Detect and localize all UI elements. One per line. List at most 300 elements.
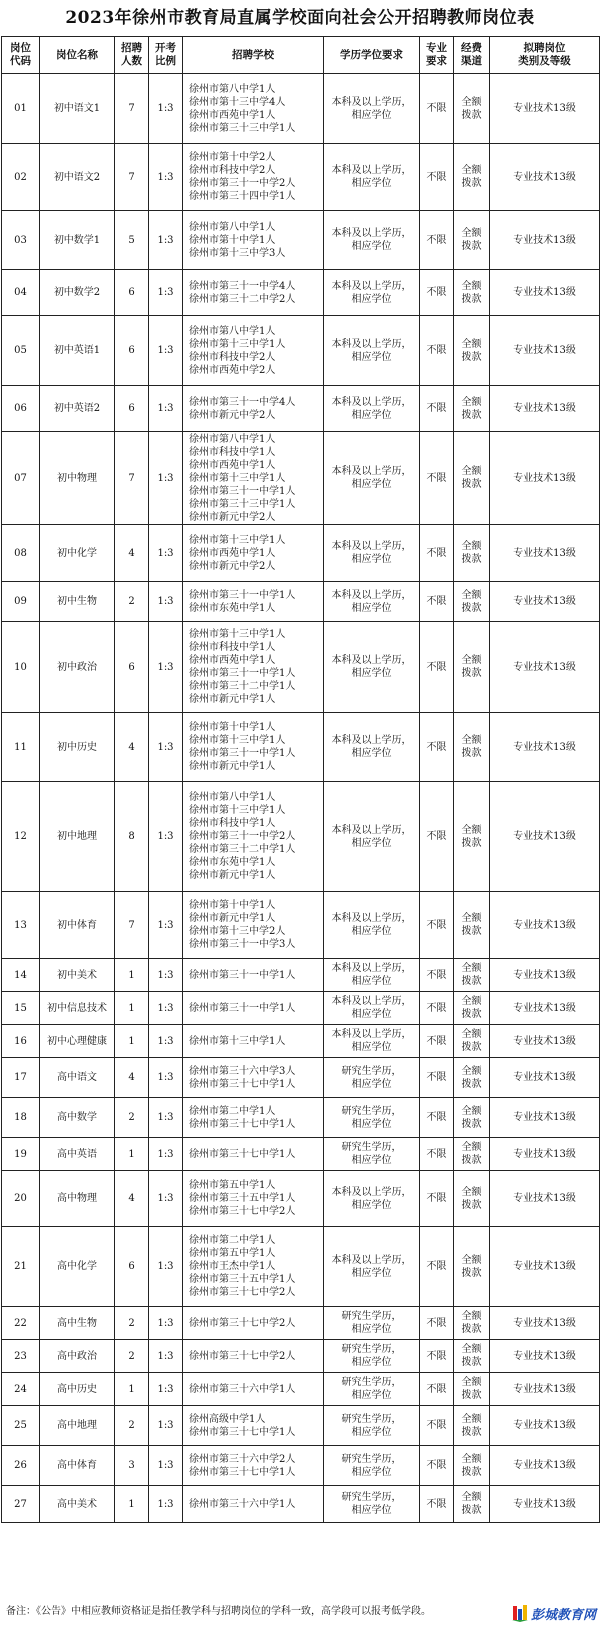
school-entry: 徐州市第三十一中学4人 [189,280,296,292]
cell-ratio: 1:3 [149,1227,183,1307]
school-entry: 徐州市第三十二中学1人 [189,681,296,692]
cell-edu: 研究生学历， 相应学位 [324,1138,420,1171]
cell-edu: 本科及以上学历， 相应学位 [324,144,420,211]
table-row [2,1025,600,1058]
cell-name: 初中数学2 [40,270,115,316]
cell-major: 不限 [420,782,454,892]
cell-fund: 全额 拨款 [454,1058,490,1098]
school-entry: 徐州市第三十六中学1人 [189,1383,296,1395]
cell-level: 专业技术13级 [490,1058,600,1098]
cell-major: 不限 [420,386,454,432]
school-entry: 徐州市第十三中学1人 [189,629,286,640]
school-entry: 徐州市第十三中学1人 [189,534,286,546]
header-fund: 经费 渠道 [454,37,490,74]
table-row [2,1098,600,1138]
cell-fund: 全额 拨款 [454,1446,490,1486]
cell-ratio: 1:3 [149,1058,183,1098]
school-entry: 徐州市第三十七中学2人 [189,1350,296,1362]
cell-major: 不限 [420,959,454,992]
school-entry: 徐州市第二中学1人 [189,1235,276,1246]
cell-level: 专业技术13级 [490,1340,600,1373]
school-entry: 徐州市科技中学1人 [189,446,276,458]
cell-ratio: 1:3 [149,959,183,992]
school-entry: 徐州市科技中学2人 [189,165,276,176]
cell-name: 初中政治 [40,622,115,713]
cell-fund: 全额 拨款 [454,1373,490,1406]
cell-name: 初中物理 [40,432,115,525]
cell-edu: 本科及以上学历， 相应学位 [324,525,420,582]
cell-code: 16 [2,1025,40,1058]
header-code: 岗位 代码 [2,37,40,74]
cell-level: 专业技术13级 [490,959,600,992]
school-entry: 徐州市第三十七中学1人 [189,1078,296,1090]
cell-fund: 全额 拨款 [454,892,490,959]
school-entry: 徐州市西苑中学1人 [189,109,276,121]
cell-level: 专业技术13级 [490,1025,600,1058]
school-entry: 徐州市第三十一中学2人 [189,831,296,842]
cell-name: 高中历史 [40,1373,115,1406]
cell-num: 6 [115,1227,149,1307]
table-row [2,211,600,270]
cell-edu: 研究生学历， 相应学位 [324,1098,420,1138]
cell-major: 不限 [420,144,454,211]
school-entry: 徐州市第八中学1人 [189,325,276,337]
page-title: 2023年徐州市教育局直属学校面向社会公开招聘教师岗位表 [65,8,535,28]
cell-code: 11 [2,713,40,782]
school-entry: 徐州市第五中学1人 [189,1180,276,1191]
cell-major: 不限 [420,892,454,959]
cell-schools [183,1373,324,1406]
cell-code: 24 [2,1373,40,1406]
recruitment-table [1,36,600,1523]
cell-name: 初中英语1 [40,316,115,386]
cell-edu: 研究生学历， 相应学位 [324,1486,420,1523]
cell-major: 不限 [420,211,454,270]
cell-fund: 全额 拨款 [454,432,490,525]
cell-num: 5 [115,211,149,270]
cell-level: 专业技术13级 [490,74,600,144]
cell-name: 初中化学 [40,525,115,582]
header-schools: 招聘学校 [183,37,324,74]
cell-edu: 本科及以上学历， 相应学位 [324,1171,420,1227]
cell-edu: 本科及以上学历， 相应学位 [324,782,420,892]
cell-fund: 全额 拨款 [454,316,490,386]
cell-name: 初中体育 [40,892,115,959]
table-row [2,144,600,211]
cell-schools [183,74,324,144]
cell-level: 专业技术13级 [490,270,600,316]
school-entry: 徐州市第三十三中学1人 [189,122,296,134]
cell-ratio: 1:3 [149,270,183,316]
cell-num: 6 [115,622,149,713]
cell-major: 不限 [420,713,454,782]
cell-code: 08 [2,525,40,582]
cell-code: 03 [2,211,40,270]
cell-fund: 全额 拨款 [454,713,490,782]
school-entry: 徐州市第十三中学1人 [189,805,286,816]
cell-code: 02 [2,144,40,211]
table-row [2,1307,600,1340]
table-row [2,892,600,959]
school-entry: 徐州市第八中学1人 [189,433,276,445]
cell-code: 18 [2,1098,40,1138]
school-entry: 徐州市西苑中学2人 [189,364,276,376]
cell-schools [183,1138,324,1171]
cell-level: 专业技术13级 [490,386,600,432]
table-row [2,316,600,386]
site-logo-text: 彭城教育网 [530,1607,596,1623]
cell-edu: 研究生学历， 相应学位 [324,1406,420,1446]
school-entry: 徐州市新元中学1人 [189,913,276,924]
school-entry: 徐州市第三十七中学1人 [189,1466,296,1478]
cell-schools [183,782,324,892]
school-entry: 徐州市第三十一中学1人 [189,969,296,981]
school-entry: 徐州市新元中学1人 [189,761,276,772]
cell-ratio: 1:3 [149,144,183,211]
cell-num: 2 [115,1340,149,1373]
cell-ratio: 1:3 [149,892,183,959]
school-entry: 徐州市第三十三中学1人 [189,498,296,510]
cell-level: 专业技术13级 [490,1446,600,1486]
cell-fund: 全额 拨款 [454,622,490,713]
cell-schools [183,144,324,211]
cell-major: 不限 [420,74,454,144]
cell-name: 高中地理 [40,1406,115,1446]
school-entry: 徐州市东苑中学1人 [189,857,276,868]
cell-ratio: 1:3 [149,74,183,144]
school-entry: 徐州市第三十二中学1人 [189,844,296,855]
cell-name: 高中英语 [40,1138,115,1171]
cell-name: 初中地理 [40,782,115,892]
school-entry: 徐州市第三十一中学1人 [189,668,296,679]
cell-num: 7 [115,144,149,211]
cell-fund: 全额 拨款 [454,1138,490,1171]
cell-fund: 全额 拨款 [454,386,490,432]
cell-level: 专业技术13级 [490,432,600,525]
cell-edu: 本科及以上学历， 相应学位 [324,386,420,432]
cell-ratio: 1:3 [149,1171,183,1227]
cell-ratio: 1:3 [149,316,183,386]
cell-num: 3 [115,1446,149,1486]
cell-ratio: 1:3 [149,992,183,1025]
cell-major: 不限 [420,525,454,582]
table-row [2,959,600,992]
school-entry: 徐州市第三十七中学2人 [189,1206,296,1217]
table-row [2,622,600,713]
cell-fund: 全额 拨款 [454,1307,490,1340]
cell-level: 专业技术13级 [490,1406,600,1446]
cell-name: 高中化学 [40,1227,115,1307]
school-entry: 徐州市第十中学1人 [189,722,276,733]
cell-ratio: 1:3 [149,1025,183,1058]
cell-num: 1 [115,1486,149,1523]
cell-major: 不限 [420,1307,454,1340]
cell-code: 20 [2,1171,40,1227]
school-entry: 徐州市新元中学2人 [189,409,276,421]
table-row [2,782,600,892]
cell-fund: 全额 拨款 [454,959,490,992]
cell-num: 6 [115,316,149,386]
table-row [2,1058,600,1098]
cell-schools [183,1171,324,1227]
school-entry: 徐州高级中学1人 [189,1413,266,1425]
cell-ratio: 1:3 [149,713,183,782]
cell-name: 初中数学1 [40,211,115,270]
cell-code: 07 [2,432,40,525]
cell-num: 1 [115,992,149,1025]
school-entry: 徐州市第三十一中学1人 [189,485,296,497]
cell-fund: 全额 拨款 [454,211,490,270]
table-row [2,1373,600,1406]
cell-name: 高中体育 [40,1446,115,1486]
cell-fund: 全额 拨款 [454,1340,490,1373]
cell-num: 1 [115,1373,149,1406]
cell-major: 不限 [420,1340,454,1373]
cell-code: 01 [2,74,40,144]
cell-level: 专业技术13级 [490,992,600,1025]
cell-schools [183,1227,324,1307]
cell-name: 初中心理健康 [40,1025,115,1058]
cell-name: 初中英语2 [40,386,115,432]
school-entry: 徐州市第十三中学2人 [189,926,286,937]
cell-code: 19 [2,1138,40,1171]
table-row [2,525,600,582]
cell-schools [183,211,324,270]
cell-code: 12 [2,782,40,892]
cell-major: 不限 [420,270,454,316]
cell-ratio: 1:3 [149,1138,183,1171]
cell-schools [183,525,324,582]
cell-fund: 全额 拨款 [454,270,490,316]
cell-edu: 本科及以上学历， 相应学位 [324,1025,420,1058]
school-entry: 徐州市第八中学1人 [189,792,276,803]
cell-level: 专业技术13级 [490,1098,600,1138]
school-entry: 徐州市新元中学2人 [189,560,276,572]
school-entry: 徐州市第三十一中学1人 [189,748,296,759]
cell-edu: 研究生学历， 相应学位 [324,1058,420,1098]
table-row [2,713,600,782]
school-entry: 徐州市西苑中学1人 [189,655,276,666]
table-body [2,74,600,1523]
school-entry: 徐州市第三十七中学1人 [189,1118,296,1130]
cell-schools [183,959,324,992]
cell-name: 高中数学 [40,1098,115,1138]
cell-num: 2 [115,1098,149,1138]
cell-level: 专业技术13级 [490,211,600,270]
cell-major: 不限 [420,1406,454,1446]
school-entry: 徐州市第三十一中学1人 [189,589,296,601]
school-entry: 徐州市东苑中学1人 [189,602,276,614]
cell-major: 不限 [420,622,454,713]
cell-num: 8 [115,782,149,892]
school-entry: 徐州市第三十六中学2人 [189,1453,296,1465]
school-entry: 徐州市西苑中学1人 [189,459,276,471]
cell-edu: 本科及以上学历， 相应学位 [324,713,420,782]
cell-name: 初中生物 [40,582,115,622]
cell-major: 不限 [420,1227,454,1307]
school-entry: 徐州市第三十六中学1人 [189,1498,296,1510]
cell-code: 23 [2,1340,40,1373]
school-entry: 徐州市第三十一中学2人 [189,178,296,189]
cell-level: 专业技术13级 [490,1307,600,1340]
school-entry: 徐州市第三十五中学1人 [189,1274,296,1285]
school-entry: 徐州市第三十五中学1人 [189,1193,296,1204]
cell-schools [183,270,324,316]
school-entry: 徐州市第三十一中学4人 [189,396,296,408]
cell-ratio: 1:3 [149,622,183,713]
cell-ratio: 1:3 [149,1307,183,1340]
cell-schools [183,582,324,622]
cell-major: 不限 [420,582,454,622]
cell-code: 05 [2,316,40,386]
cell-major: 不限 [420,1446,454,1486]
cell-num: 1 [115,1138,149,1171]
cell-level: 专业技术13级 [490,1138,600,1171]
cell-fund: 全额 拨款 [454,582,490,622]
header-num: 招聘 人数 [115,37,149,74]
cell-fund: 全额 拨款 [454,74,490,144]
cell-code: 21 [2,1227,40,1307]
cell-code: 15 [2,992,40,1025]
cell-fund: 全额 拨款 [454,144,490,211]
cell-schools [183,1486,324,1523]
cell-num: 2 [115,582,149,622]
cell-edu: 本科及以上学历， 相应学位 [324,432,420,525]
cell-level: 专业技术13级 [490,1227,600,1307]
cell-schools [183,1446,324,1486]
cell-num: 4 [115,525,149,582]
cell-schools [183,1406,324,1446]
cell-level: 专业技术13级 [490,525,600,582]
cell-schools [183,1025,324,1058]
footnote: 备注：《公告》中相应教师资格证是指任教学科与招聘岗位的学科一致，高学段可以报考低学段。 [6,1606,431,1617]
cell-edu: 本科及以上学历， 相应学位 [324,992,420,1025]
school-entry: 徐州市第十中学1人 [189,900,276,911]
pengcheng-logo-icon [512,1604,528,1622]
cell-schools [183,316,324,386]
cell-level: 专业技术13级 [490,622,600,713]
cell-schools [183,1340,324,1373]
cell-major: 不限 [420,1171,454,1227]
school-entry: 徐州市第三十一中学1人 [189,1002,296,1014]
table-row [2,1171,600,1227]
cell-name: 初中美术 [40,959,115,992]
cell-name: 高中生物 [40,1307,115,1340]
cell-major: 不限 [420,1058,454,1098]
school-entry: 徐州市王杰中学1人 [189,1261,276,1272]
cell-code: 17 [2,1058,40,1098]
cell-schools [183,386,324,432]
table-row [2,74,600,144]
cell-num: 7 [115,74,149,144]
cell-level: 专业技术13级 [490,1486,600,1523]
cell-edu: 研究生学历， 相应学位 [324,1307,420,1340]
cell-num: 2 [115,1406,149,1446]
cell-edu: 本科及以上学历， 相应学位 [324,582,420,622]
table-row [2,432,600,525]
cell-edu: 研究生学历， 相应学位 [324,1446,420,1486]
cell-fund: 全额 拨款 [454,1025,490,1058]
cell-code: 10 [2,622,40,713]
cell-ratio: 1:3 [149,782,183,892]
cell-name: 高中语文 [40,1058,115,1098]
school-entry: 徐州市第三十七中学1人 [189,1148,296,1160]
cell-level: 专业技术13级 [490,582,600,622]
cell-edu: 本科及以上学历， 相应学位 [324,1227,420,1307]
cell-ratio: 1:3 [149,1340,183,1373]
cell-edu: 本科及以上学历， 相应学位 [324,892,420,959]
site-logo [512,1602,596,1624]
cell-fund: 全额 拨款 [454,1171,490,1227]
table-row [2,1340,600,1373]
cell-num: 1 [115,959,149,992]
cell-schools [183,1098,324,1138]
cell-num: 1 [115,1025,149,1058]
school-entry: 徐州市第三十七中学2人 [189,1287,296,1298]
table-header-row [2,37,600,74]
cell-level: 专业技术13级 [490,892,600,959]
cell-edu: 本科及以上学历， 相应学位 [324,270,420,316]
school-entry: 徐州市第八中学1人 [189,221,276,233]
cell-fund: 全额 拨款 [454,525,490,582]
cell-schools [183,992,324,1025]
cell-ratio: 1:3 [149,211,183,270]
table-row [2,1227,600,1307]
table-row [2,1406,600,1446]
cell-schools [183,713,324,782]
cell-level: 专业技术13级 [490,144,600,211]
school-entry: 徐州市第三十一中学3人 [189,939,296,950]
cell-edu: 本科及以上学历， 相应学位 [324,316,420,386]
cell-major: 不限 [420,432,454,525]
table-row [2,992,600,1025]
school-entry: 徐州市第三十二中学2人 [189,293,296,305]
cell-fund: 全额 拨款 [454,1406,490,1446]
school-entry: 徐州市科技中学1人 [189,642,276,653]
cell-ratio: 1:3 [149,525,183,582]
cell-level: 专业技术13级 [490,1373,600,1406]
cell-fund: 全额 拨款 [454,1098,490,1138]
cell-fund: 全额 拨款 [454,1227,490,1307]
school-entry: 徐州市新元中学1人 [189,870,276,881]
cell-fund: 全额 拨款 [454,782,490,892]
table-row [2,582,600,622]
cell-schools [183,622,324,713]
cell-name: 初中历史 [40,713,115,782]
cell-name: 高中政治 [40,1340,115,1373]
school-entry: 徐州市第八中学1人 [189,83,276,95]
school-entry: 徐州市第五中学1人 [189,1248,276,1259]
cell-code: 13 [2,892,40,959]
school-entry: 徐州市第十三中学4人 [189,96,286,108]
school-entry: 徐州市第十中学1人 [189,234,276,246]
cell-ratio: 1:3 [149,1406,183,1446]
cell-fund: 全额 拨款 [454,992,490,1025]
cell-edu: 本科及以上学历， 相应学位 [324,622,420,713]
school-entry: 徐州市第十中学2人 [189,152,276,163]
cell-schools [183,1058,324,1098]
cell-ratio: 1:3 [149,386,183,432]
cell-code: 14 [2,959,40,992]
school-entry: 徐州市第三十七中学2人 [189,1317,296,1329]
school-entry: 徐州市第三十七中学1人 [189,1426,296,1438]
cell-major: 不限 [420,1373,454,1406]
cell-edu: 研究生学历， 相应学位 [324,1373,420,1406]
school-entry: 徐州市科技中学1人 [189,818,276,829]
header-level: 拟聘岗位 类别及等级 [490,37,600,74]
cell-major: 不限 [420,1098,454,1138]
cell-code: 26 [2,1446,40,1486]
